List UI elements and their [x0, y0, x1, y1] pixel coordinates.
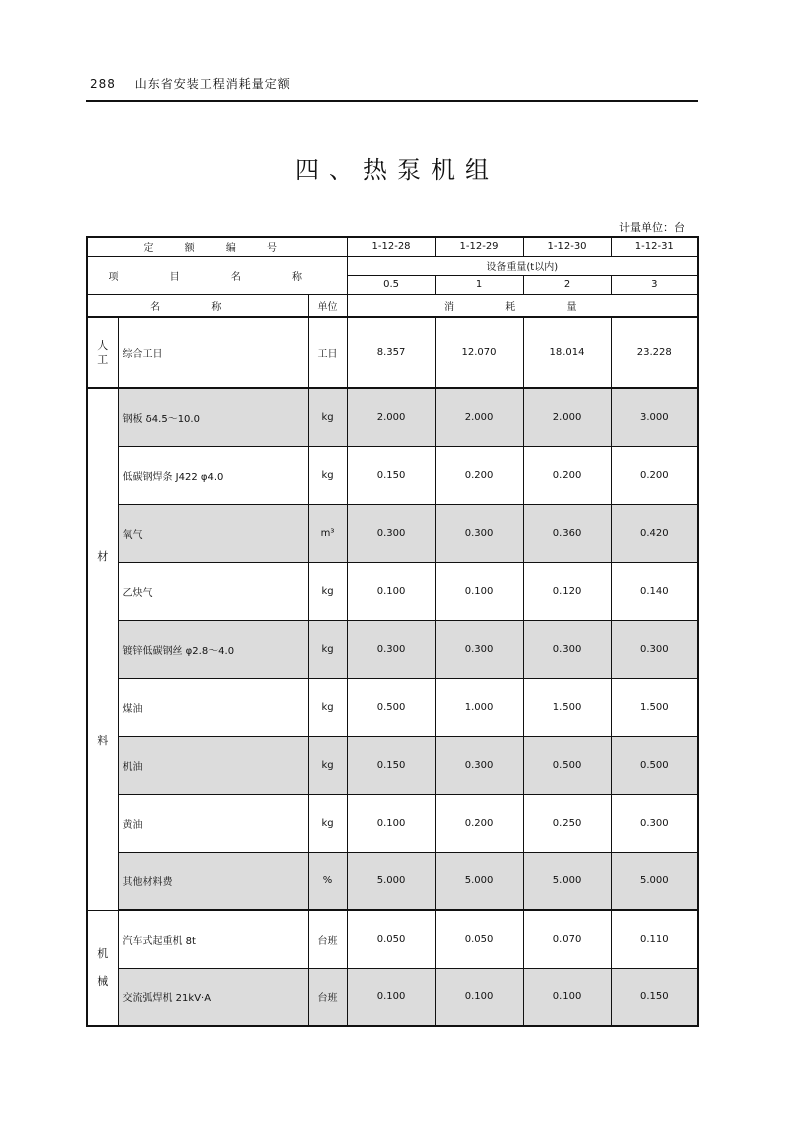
- row-unit: kg: [308, 736, 347, 794]
- labor-category: [87, 317, 118, 388]
- row-unit: %: [308, 852, 347, 910]
- value-cell: 0.300: [435, 736, 523, 794]
- value-cell: 0.500: [347, 678, 435, 736]
- material-row: [87, 794, 698, 852]
- value-cell: 0.200: [611, 446, 698, 504]
- row-name: 机油: [118, 736, 308, 794]
- value-cell: 0.360: [523, 504, 611, 562]
- book-title: 山东省安装工程消耗量定额: [134, 77, 291, 91]
- quota-table: [86, 236, 699, 1027]
- spec-cell: 1: [435, 275, 523, 294]
- value-cell: 23.228: [611, 317, 698, 388]
- spec-group-label: 设备重量(t以内): [347, 256, 698, 275]
- quota-no-label: 定 额 编 号: [87, 237, 347, 256]
- value-cell: 0.300: [435, 504, 523, 562]
- machine-category: [87, 910, 118, 1026]
- value-cell: 0.200: [435, 794, 523, 852]
- category-char: 材: [97, 550, 109, 564]
- machine-row: [87, 968, 698, 1026]
- material-row: [87, 562, 698, 620]
- value-cell: 0.050: [347, 910, 435, 968]
- row-unit: kg: [308, 794, 347, 852]
- value-cell: 1.500: [611, 678, 698, 736]
- code-cell: 1-12-31: [611, 237, 698, 256]
- material-row: [87, 736, 698, 794]
- value-cell: 0.100: [347, 562, 435, 620]
- value-cell: 0.140: [611, 562, 698, 620]
- value-cell: 0.100: [523, 968, 611, 1026]
- value-cell: 0.150: [347, 446, 435, 504]
- value-cell: 0.100: [435, 968, 523, 1026]
- value-cell: 0.150: [347, 736, 435, 794]
- row-unit: kg: [308, 388, 347, 446]
- spec-cell: 2: [523, 275, 611, 294]
- spec-cell: 0.5: [347, 275, 435, 294]
- row-name: 低碳钢焊条 J422 φ4.0: [118, 446, 308, 504]
- value-cell: 0.250: [523, 794, 611, 852]
- code-cell: 1-12-28: [347, 237, 435, 256]
- code-cell: 1-12-30: [523, 237, 611, 256]
- value-cell: 5.000: [347, 852, 435, 910]
- material-row: [87, 620, 698, 678]
- value-cell: 0.300: [523, 620, 611, 678]
- value-cell: 5.000: [435, 852, 523, 910]
- category-char: 械: [97, 974, 109, 988]
- value-cell: 0.110: [611, 910, 698, 968]
- value-cell: 0.300: [347, 620, 435, 678]
- category-char: 机: [97, 946, 109, 960]
- name-label: 名 称: [87, 294, 308, 317]
- value-cell: 0.420: [611, 504, 698, 562]
- value-cell: 0.300: [347, 504, 435, 562]
- material-row: [87, 446, 698, 504]
- row-name: 黄油: [118, 794, 308, 852]
- value-cell: 18.014: [523, 317, 611, 388]
- header-rule: [86, 100, 698, 102]
- value-cell: 0.100: [347, 968, 435, 1026]
- row-unit: kg: [308, 620, 347, 678]
- row-name: 乙炔气: [118, 562, 308, 620]
- value-cell: 0.300: [435, 620, 523, 678]
- consumption-label: 消 耗 量: [347, 294, 698, 317]
- material-row: [87, 852, 698, 910]
- unit-label: 单位: [308, 294, 347, 317]
- code-cell: 1-12-29: [435, 237, 523, 256]
- value-cell: 12.070: [435, 317, 523, 388]
- spec-cell: 3: [611, 275, 698, 294]
- category-char: 工: [97, 352, 109, 366]
- row-name: 汽车式起重机 8t: [118, 910, 308, 968]
- material-category: [87, 388, 118, 910]
- row-name: 氧气: [118, 504, 308, 562]
- value-cell: 0.070: [523, 910, 611, 968]
- value-cell: 0.200: [523, 446, 611, 504]
- value-cell: 2.000: [347, 388, 435, 446]
- running-header: [90, 75, 291, 92]
- value-cell: 0.500: [611, 736, 698, 794]
- item-name-label: 项 目 名 称: [87, 256, 347, 294]
- row-name: 钢板 δ4.5～10.0: [118, 388, 308, 446]
- value-cell: 5.000: [611, 852, 698, 910]
- measure-unit: 计量单位：台: [619, 221, 685, 234]
- value-cell: 2.000: [523, 388, 611, 446]
- value-cell: 0.100: [435, 562, 523, 620]
- section-title: 四、热泵机组: [295, 156, 499, 184]
- value-cell: 1.500: [523, 678, 611, 736]
- value-cell: 8.357: [347, 317, 435, 388]
- row-unit: kg: [308, 678, 347, 736]
- value-cell: 1.000: [435, 678, 523, 736]
- value-cell: 0.100: [347, 794, 435, 852]
- value-cell: 0.150: [611, 968, 698, 1026]
- row-unit: kg: [308, 562, 347, 620]
- material-row: [87, 388, 698, 446]
- value-cell: 0.500: [523, 736, 611, 794]
- category-char: 料: [97, 734, 109, 748]
- row-name: 煤油: [118, 678, 308, 736]
- material-row: [87, 504, 698, 562]
- value-cell: 2.000: [435, 388, 523, 446]
- value-cell: 0.300: [611, 794, 698, 852]
- category-char: 人: [97, 338, 109, 352]
- row-name: 交流弧焊机 21kV·A: [118, 968, 308, 1026]
- value-cell: 0.300: [611, 620, 698, 678]
- row-unit: 工日: [308, 317, 347, 388]
- value-cell: 0.050: [435, 910, 523, 968]
- value-cell: 0.120: [523, 562, 611, 620]
- row-unit: 台班: [308, 910, 347, 968]
- page-number: 288: [90, 77, 116, 91]
- machine-row: [87, 910, 698, 968]
- row-name: 其他材料费: [118, 852, 308, 910]
- row-unit: 台班: [308, 968, 347, 1026]
- value-cell: 0.200: [435, 446, 523, 504]
- row-name: 综合工日: [118, 317, 308, 388]
- labor-row: [87, 317, 698, 388]
- row-unit: kg: [308, 446, 347, 504]
- material-row: [87, 678, 698, 736]
- value-cell: 3.000: [611, 388, 698, 446]
- row-unit: m³: [308, 504, 347, 562]
- row-name: 镀锌低碳钢丝 φ2.8～4.0: [118, 620, 308, 678]
- value-cell: 5.000: [523, 852, 611, 910]
